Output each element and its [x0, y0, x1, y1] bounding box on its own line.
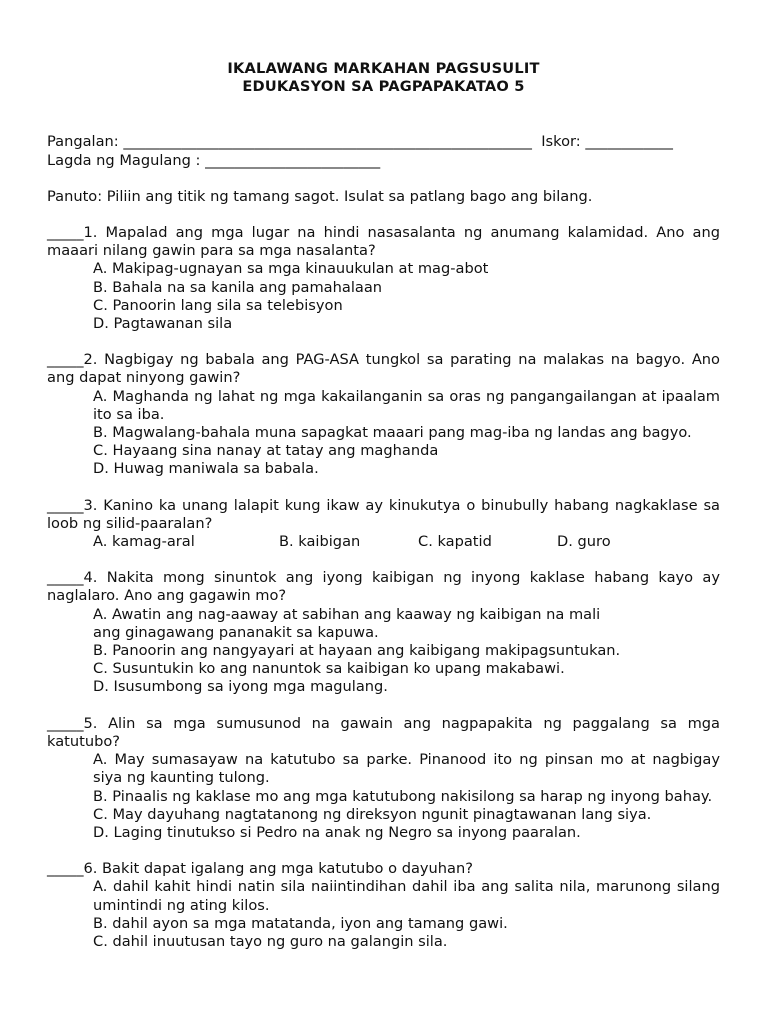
- option-d: D. Huwag maniwala sa babala.: [93, 460, 319, 478]
- option-a: A. Awatin ang nag-aaway at sabihan ang kaaway ng kaibigan na mali: [93, 605, 601, 623]
- option-b: B. Pinaalis ng kaklase mo ang mga katutubong nakisilong sa harap ng inyong bahay.: [93, 787, 713, 805]
- exam-title: IKALAWANG MARKAHAN PAGSUSULIT: [227, 60, 540, 77]
- option-c: C. May dayuhang nagtatanong ng direksyon ngunit pinagtawanan lang siya.: [93, 805, 652, 823]
- option-c: C. Susuntukin ko ang nanuntok sa kaibigan ko upang makabawi.: [93, 660, 565, 678]
- question-2: [47, 351, 720, 478]
- option-a-continued: ang ginagawang pananakit sa kapuwa.: [93, 623, 379, 641]
- question-5: [47, 715, 720, 842]
- option-a: A. kamag-aral: [93, 533, 195, 551]
- question-text: _____1. Mapalad ang mga lugar na hindi nasasalanta ng anumang kalamidad. Ano ang maaari nilang gawin para sa mga nasalanta?: [47, 224, 720, 260]
- question-text: _____3. Kanino ka unang lalapit kung ikaw ay kinukutya o binubully habang nagkaklase sa loob ng silid-paaralan?: [47, 496, 720, 532]
- option-a: A. dahil kahit hindi natin sila naiintindihan dahil iba ang salita nila, marunong silang umintindi ng ating kilos.: [93, 878, 720, 914]
- subject-title: EDUKASYON SA PAGPAPAKATAO 5: [242, 78, 525, 96]
- parent-signature-line: Lagda ng Magulang : ________________________: [47, 151, 381, 169]
- document-body: [47, 60, 720, 951]
- option-d: D. Laging tinutukso si Pedro na anak ng Negro sa inyong paaralan.: [93, 823, 581, 841]
- instructions: Panuto: Piliin ang titik ng tamang sagot. Isulat sa patlang bago ang bilang.: [47, 187, 593, 205]
- question-text: _____2. Nagbigay ng babala ang PAG-ASA tungkol sa parating na malakas na bagyo. Ano ang dapat ninyong gawin?: [47, 351, 720, 387]
- option-c: C. kapatid: [418, 533, 492, 551]
- option-b: B. Magwalang-bahala muna sapagkat maaari pang mag-iba ng landas ang bagyo.: [93, 424, 692, 442]
- question-4: [47, 569, 720, 696]
- question-text: _____6. Bakit dapat igalang ang mga katutubo o dayuhan?: [47, 860, 473, 878]
- question-6: [47, 860, 720, 951]
- question-1: [47, 224, 720, 333]
- question-text: _____5. Alin sa mga sumusunod na gawain ang nagpapakita ng paggalang sa mga katutubo?: [47, 714, 720, 750]
- option-a: A. Maghanda ng lahat ng mga kakailanganin sa oras ng pangangailangan at ipaalam ito sa iba.: [93, 387, 720, 423]
- option-a: A. May sumasayaw na katutubo sa parke. Pinanood ito ng pinsan mo at nagbigay siya ng kaunting tulong.: [93, 751, 720, 787]
- option-c: C. Hayaang sina nanay at tatay ang maghanda: [93, 442, 439, 460]
- option-d: D. guro: [557, 533, 611, 551]
- option-b: B. dahil ayon sa mga matatanda, iyon ang tamang gawi.: [93, 914, 508, 932]
- option-c: C. Panoorin lang sila sa telebisyon: [93, 296, 343, 314]
- option-c: C. dahil inuutusan tayo ng guro na galangin sila.: [93, 932, 448, 950]
- option-d: D. Isusumbong sa iyong mga magulang.: [93, 678, 388, 696]
- option-b: B. Bahala na sa kanila ang pamahalaan: [93, 278, 383, 296]
- option-a: A. Makipag-ugnayan sa mga kinauukulan at mag-abot: [93, 260, 489, 278]
- question-text: _____4. Nakita mong sinuntok ang iyong kaibigan ng inyong kaklase habang kayo ay naglalaro. Ano ang gagawin mo?: [47, 569, 720, 605]
- question-3: [47, 497, 720, 552]
- name-score-line: Pangalan: ________________________________________________________ Iskor: ____________: [47, 133, 673, 151]
- option-d: D. Pagtawanan sila: [93, 315, 233, 333]
- option-b: B. Panoorin ang nangyayari at hayaan ang kaibigang makipagsuntukan.: [93, 642, 621, 660]
- option-b: B. kaibigan: [279, 533, 361, 551]
